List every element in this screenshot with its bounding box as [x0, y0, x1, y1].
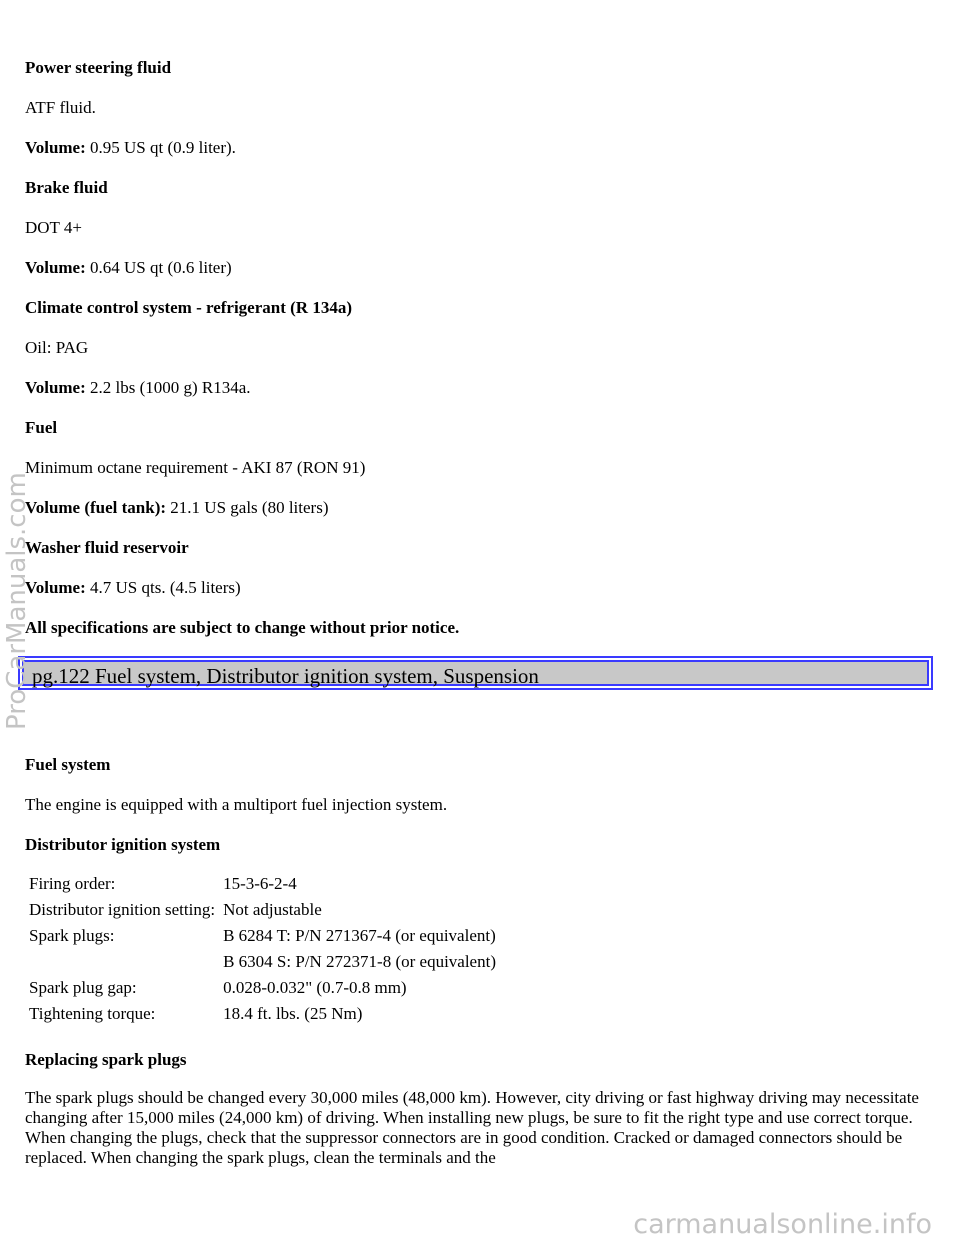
power-steering-volume: Volume: 0.95 US qt (0.9 liter).: [25, 138, 236, 157]
fuel-system-text: The engine is equipped with a multiport fuel injection system.: [25, 795, 448, 814]
fuel-volume: Volume (fuel tank): 21.1 US gals (80 liters): [25, 498, 329, 517]
fuel-system-heading: Fuel system: [25, 755, 111, 774]
spec-value: 15-3-6-2-4: [223, 874, 297, 893]
fuel-heading: Fuel: [25, 418, 58, 437]
fuel-octane: Minimum octane requirement - AKI 87 (RON 91): [25, 458, 366, 477]
table-row: [25, 976, 500, 1002]
washer-volume: Volume: 4.7 US qts. (4.5 liters): [25, 578, 241, 597]
spec-label: Distributor ignition setting:: [29, 900, 216, 919]
section-banner: [18, 656, 933, 690]
spec-value: B 6284 T: P/N 271367-4 (or equivalent): [223, 926, 496, 945]
spec-value: 18.4 ft. lbs. (25 Nm): [223, 1004, 363, 1023]
brake-fluid-type: DOT 4+: [25, 218, 82, 237]
climate-heading: Climate control system - refrigerant (R 134a): [25, 298, 352, 317]
table-row: [25, 924, 500, 950]
section-banner-title: pg.122 Fuel system, Distributor ignition system, Suspension: [32, 664, 539, 688]
table-row: [25, 950, 500, 976]
brake-fluid-heading: Brake fluid: [25, 178, 108, 197]
spark-plugs-heading: Replacing spark plugs: [25, 1050, 187, 1069]
table-row: [25, 872, 500, 898]
spec-value: 0.028-0.032" (0.7-0.8 mm): [223, 978, 407, 997]
watermark-bottom: carmanualsonline.info: [633, 1209, 932, 1240]
spec-label: Spark plugs:: [29, 926, 115, 945]
spec-notice: All specifications are subject to change without prior notice.: [25, 618, 460, 637]
washer-heading: Washer fluid reservoir: [25, 538, 189, 557]
table-row: [25, 898, 500, 924]
power-steering-heading: Power steering fluid: [25, 58, 172, 77]
table-row: [25, 1002, 500, 1028]
power-steering-type: ATF fluid.: [25, 98, 96, 117]
spec-label: [25, 950, 219, 976]
spec-value: Not adjustable: [223, 900, 322, 919]
spec-label: Firing order:: [29, 874, 116, 893]
climate-oil: Oil: PAG: [25, 338, 89, 357]
ignition-heading: Distributor ignition system: [25, 835, 221, 854]
brake-fluid-volume: Volume: 0.64 US qt (0.6 liter): [25, 258, 232, 277]
spec-label: Spark plug gap:: [29, 978, 137, 997]
spark-plugs-text: The spark plugs should be changed every 30,000 miles (48,000 km). However, city driving or fast highway driving may necessitate changing after 15,000 miles (24,000 km) of driving. When installing new plugs, be sure to fit the right type and use correct torque. When changing the plugs, check that the suppressor connectors are in good condition. Cracked or damaged connectors should be replaced. When changing the spark plugs, clean the terminals and the: [25, 1088, 919, 1167]
spec-value: B 6304 S: P/N 272371-8 (or equivalent): [223, 952, 496, 971]
spec-label: Tightening torque:: [29, 1004, 156, 1023]
ignition-spec-table: [25, 872, 500, 1028]
climate-volume: Volume: 2.2 lbs (1000 g) R134a.: [25, 378, 251, 397]
watermark-left: ProCarManuals.com: [2, 472, 32, 730]
